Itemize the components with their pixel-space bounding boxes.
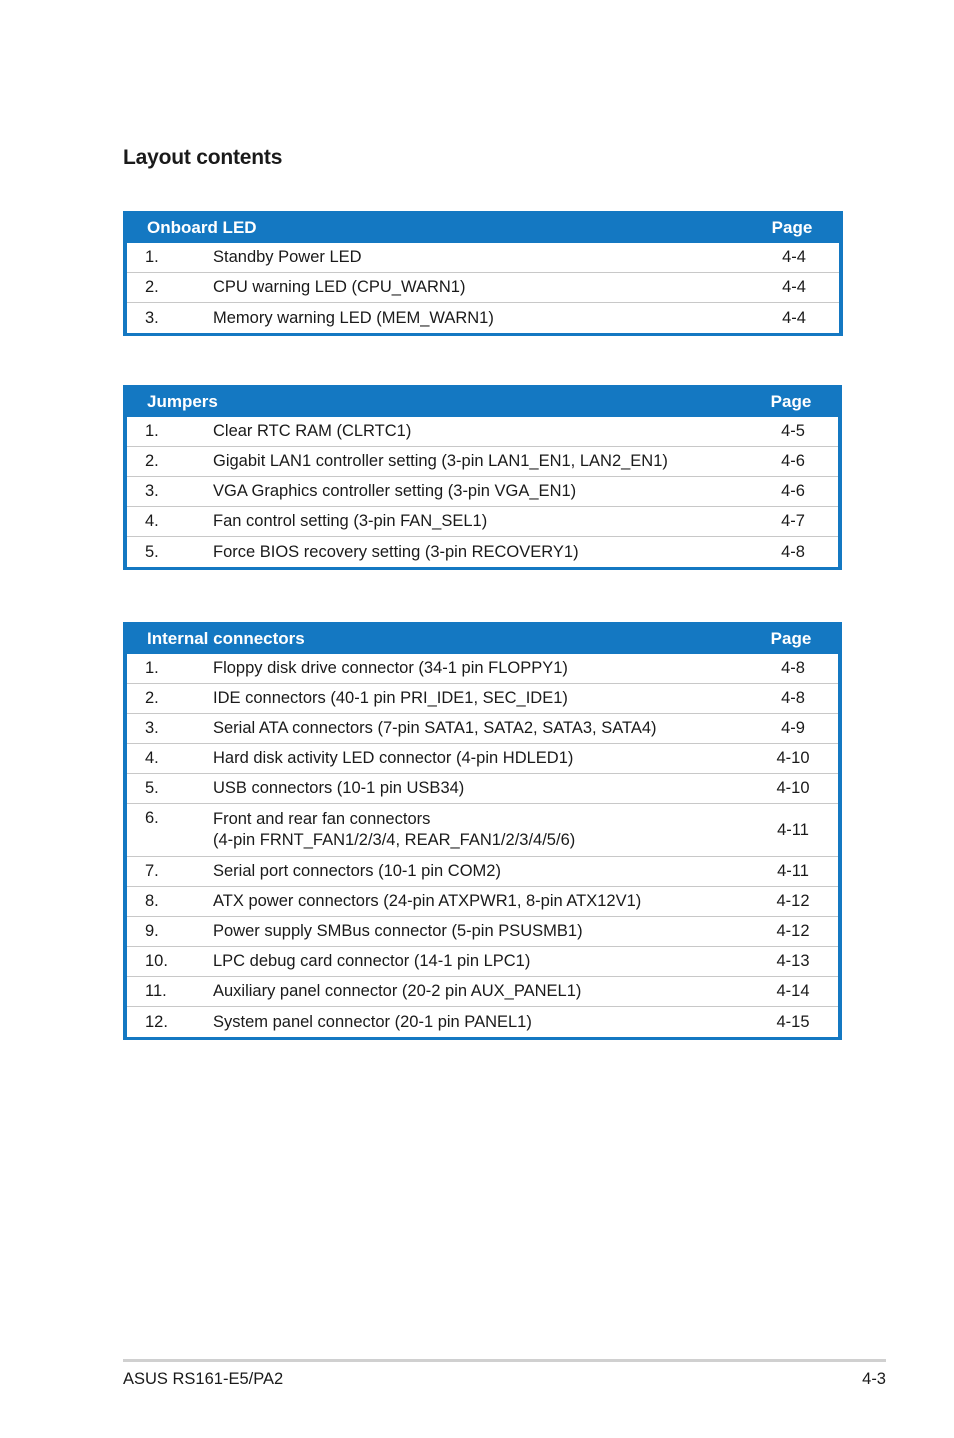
row-number: 7.	[145, 862, 159, 880]
table-row	[127, 303, 839, 333]
jumpers-table	[123, 385, 842, 570]
row-description	[213, 809, 748, 851]
page-column-label: Page	[771, 218, 813, 237]
table-row	[127, 804, 838, 857]
row-description: CPU warning LED (CPU_WARN1)	[213, 278, 466, 296]
row-number: 12.	[145, 1012, 168, 1031]
row-description: IDE connectors (40-1 pin PRI_IDE1, SEC_IDE1)	[213, 689, 568, 707]
row-number: 3.	[145, 308, 159, 327]
section-title: Internal connectors	[147, 629, 305, 648]
row-number: 4.	[145, 512, 159, 530]
table-row	[127, 243, 839, 273]
row-page: 4-7	[781, 512, 805, 530]
row-page: 4-4	[782, 278, 806, 296]
internal-connectors-table	[123, 622, 842, 1040]
table-row	[127, 744, 838, 774]
row-number: 1.	[145, 659, 159, 677]
row-number: 8.	[145, 892, 159, 910]
row-page: 4-11	[777, 820, 809, 839]
page-column-label: Page	[770, 392, 812, 411]
page-column-label: Page	[770, 629, 812, 648]
row-page: 4-13	[776, 952, 810, 970]
row-page: 4-12	[776, 922, 810, 940]
table-row	[127, 977, 838, 1007]
row-description-line2: (4-pin FRNT_FAN1/2/3/4, REAR_FAN1/2/3/4/5/6)	[213, 831, 576, 849]
row-number: 2.	[145, 689, 159, 707]
table-row	[127, 1007, 838, 1037]
row-page: 4-11	[777, 862, 809, 880]
row-page: 4-12	[776, 892, 810, 910]
row-description: LPC debug card connector (14-1 pin LPC1)	[213, 952, 531, 970]
row-description: Clear RTC RAM (CLRTC1)	[213, 422, 412, 440]
section-title: Jumpers	[147, 392, 218, 411]
row-description: Fan control setting (3-pin FAN_SEL1)	[213, 512, 488, 530]
row-page: 4-9	[781, 719, 805, 737]
row-description: Gigabit LAN1 controller setting (3-pin LAN1_EN1, LAN2_EN1)	[213, 452, 668, 470]
page-title: Layout contents	[123, 146, 283, 169]
footer-product-name: ASUS RS161-E5/PA2	[123, 1370, 284, 1388]
row-description: Floppy disk drive connector (34-1 pin FLOPPY1)	[213, 659, 568, 677]
row-description: ATX power connectors (24-pin ATXPWR1, 8-pin ATX12V1)	[213, 892, 642, 910]
row-description: Hard disk activity LED connector (4-pin HDLED1)	[213, 749, 574, 767]
row-number: 1.	[145, 422, 159, 440]
row-description: Auxiliary panel connector (20-2 pin AUX_PANEL1)	[213, 982, 582, 1000]
row-number: 10.	[145, 952, 168, 970]
table-row	[127, 684, 838, 714]
table-row	[127, 857, 838, 887]
footer-page-number: 4-3	[862, 1370, 886, 1388]
row-number: 3.	[145, 719, 159, 737]
row-page: 4-4	[782, 248, 806, 266]
table-row	[127, 774, 838, 804]
table-row	[127, 887, 838, 917]
row-description: Force BIOS recovery setting (3-pin RECOVERY1)	[213, 542, 579, 561]
row-page: 4-15	[776, 1012, 810, 1031]
row-number: 5.	[145, 542, 159, 561]
table-row	[127, 417, 838, 447]
row-page: 4-6	[781, 482, 805, 500]
row-page: 4-5	[781, 422, 805, 440]
onboard-led-table	[123, 211, 843, 336]
row-page: 4-8	[781, 689, 805, 707]
row-description: System panel connector (20-1 pin PANEL1)	[213, 1012, 532, 1031]
row-description: Serial port connectors (10-1 pin COM2)	[213, 862, 501, 880]
table-row	[127, 917, 838, 947]
row-number: 1.	[145, 248, 159, 266]
footer-divider	[123, 1359, 886, 1362]
table-row	[127, 477, 838, 507]
table-row	[127, 654, 838, 684]
row-number: 5.	[145, 779, 159, 797]
table-row	[127, 507, 838, 537]
table-row	[127, 714, 838, 744]
row-number: 4.	[145, 749, 159, 767]
row-page: 4-10	[776, 749, 810, 767]
row-number: 2.	[145, 278, 159, 296]
row-number: 3.	[145, 482, 159, 500]
table-header	[127, 622, 838, 654]
row-number: 2.	[145, 452, 159, 470]
table-row	[127, 273, 839, 303]
row-page: 4-8	[781, 659, 805, 677]
row-description: Standby Power LED	[213, 248, 362, 266]
table-header	[127, 385, 838, 417]
table-row	[127, 947, 838, 977]
row-description: VGA Graphics controller setting (3-pin VGA_EN1)	[213, 482, 577, 500]
table-header	[127, 211, 839, 243]
row-description: USB connectors (10-1 pin USB34)	[213, 779, 465, 797]
section-title: Onboard LED	[147, 218, 257, 237]
row-page: 4-10	[776, 779, 810, 797]
table-row	[127, 537, 838, 567]
table-row	[127, 447, 838, 477]
row-description: Power supply SMBus connector (5-pin PSUSMB1)	[213, 922, 583, 940]
row-number: 6.	[145, 809, 159, 827]
row-number: 11.	[145, 982, 167, 1000]
row-description-line1: Front and rear fan connectors	[213, 810, 431, 828]
row-page: 4-6	[781, 452, 805, 470]
row-page: 4-4	[782, 308, 806, 327]
row-description: Memory warning LED (MEM_WARN1)	[213, 308, 494, 327]
row-number: 9.	[145, 922, 159, 940]
row-page: 4-14	[776, 982, 810, 1000]
row-description: Serial ATA connectors (7-pin SATA1, SATA2, SATA3, SATA4)	[213, 719, 657, 737]
row-page: 4-8	[781, 542, 805, 561]
